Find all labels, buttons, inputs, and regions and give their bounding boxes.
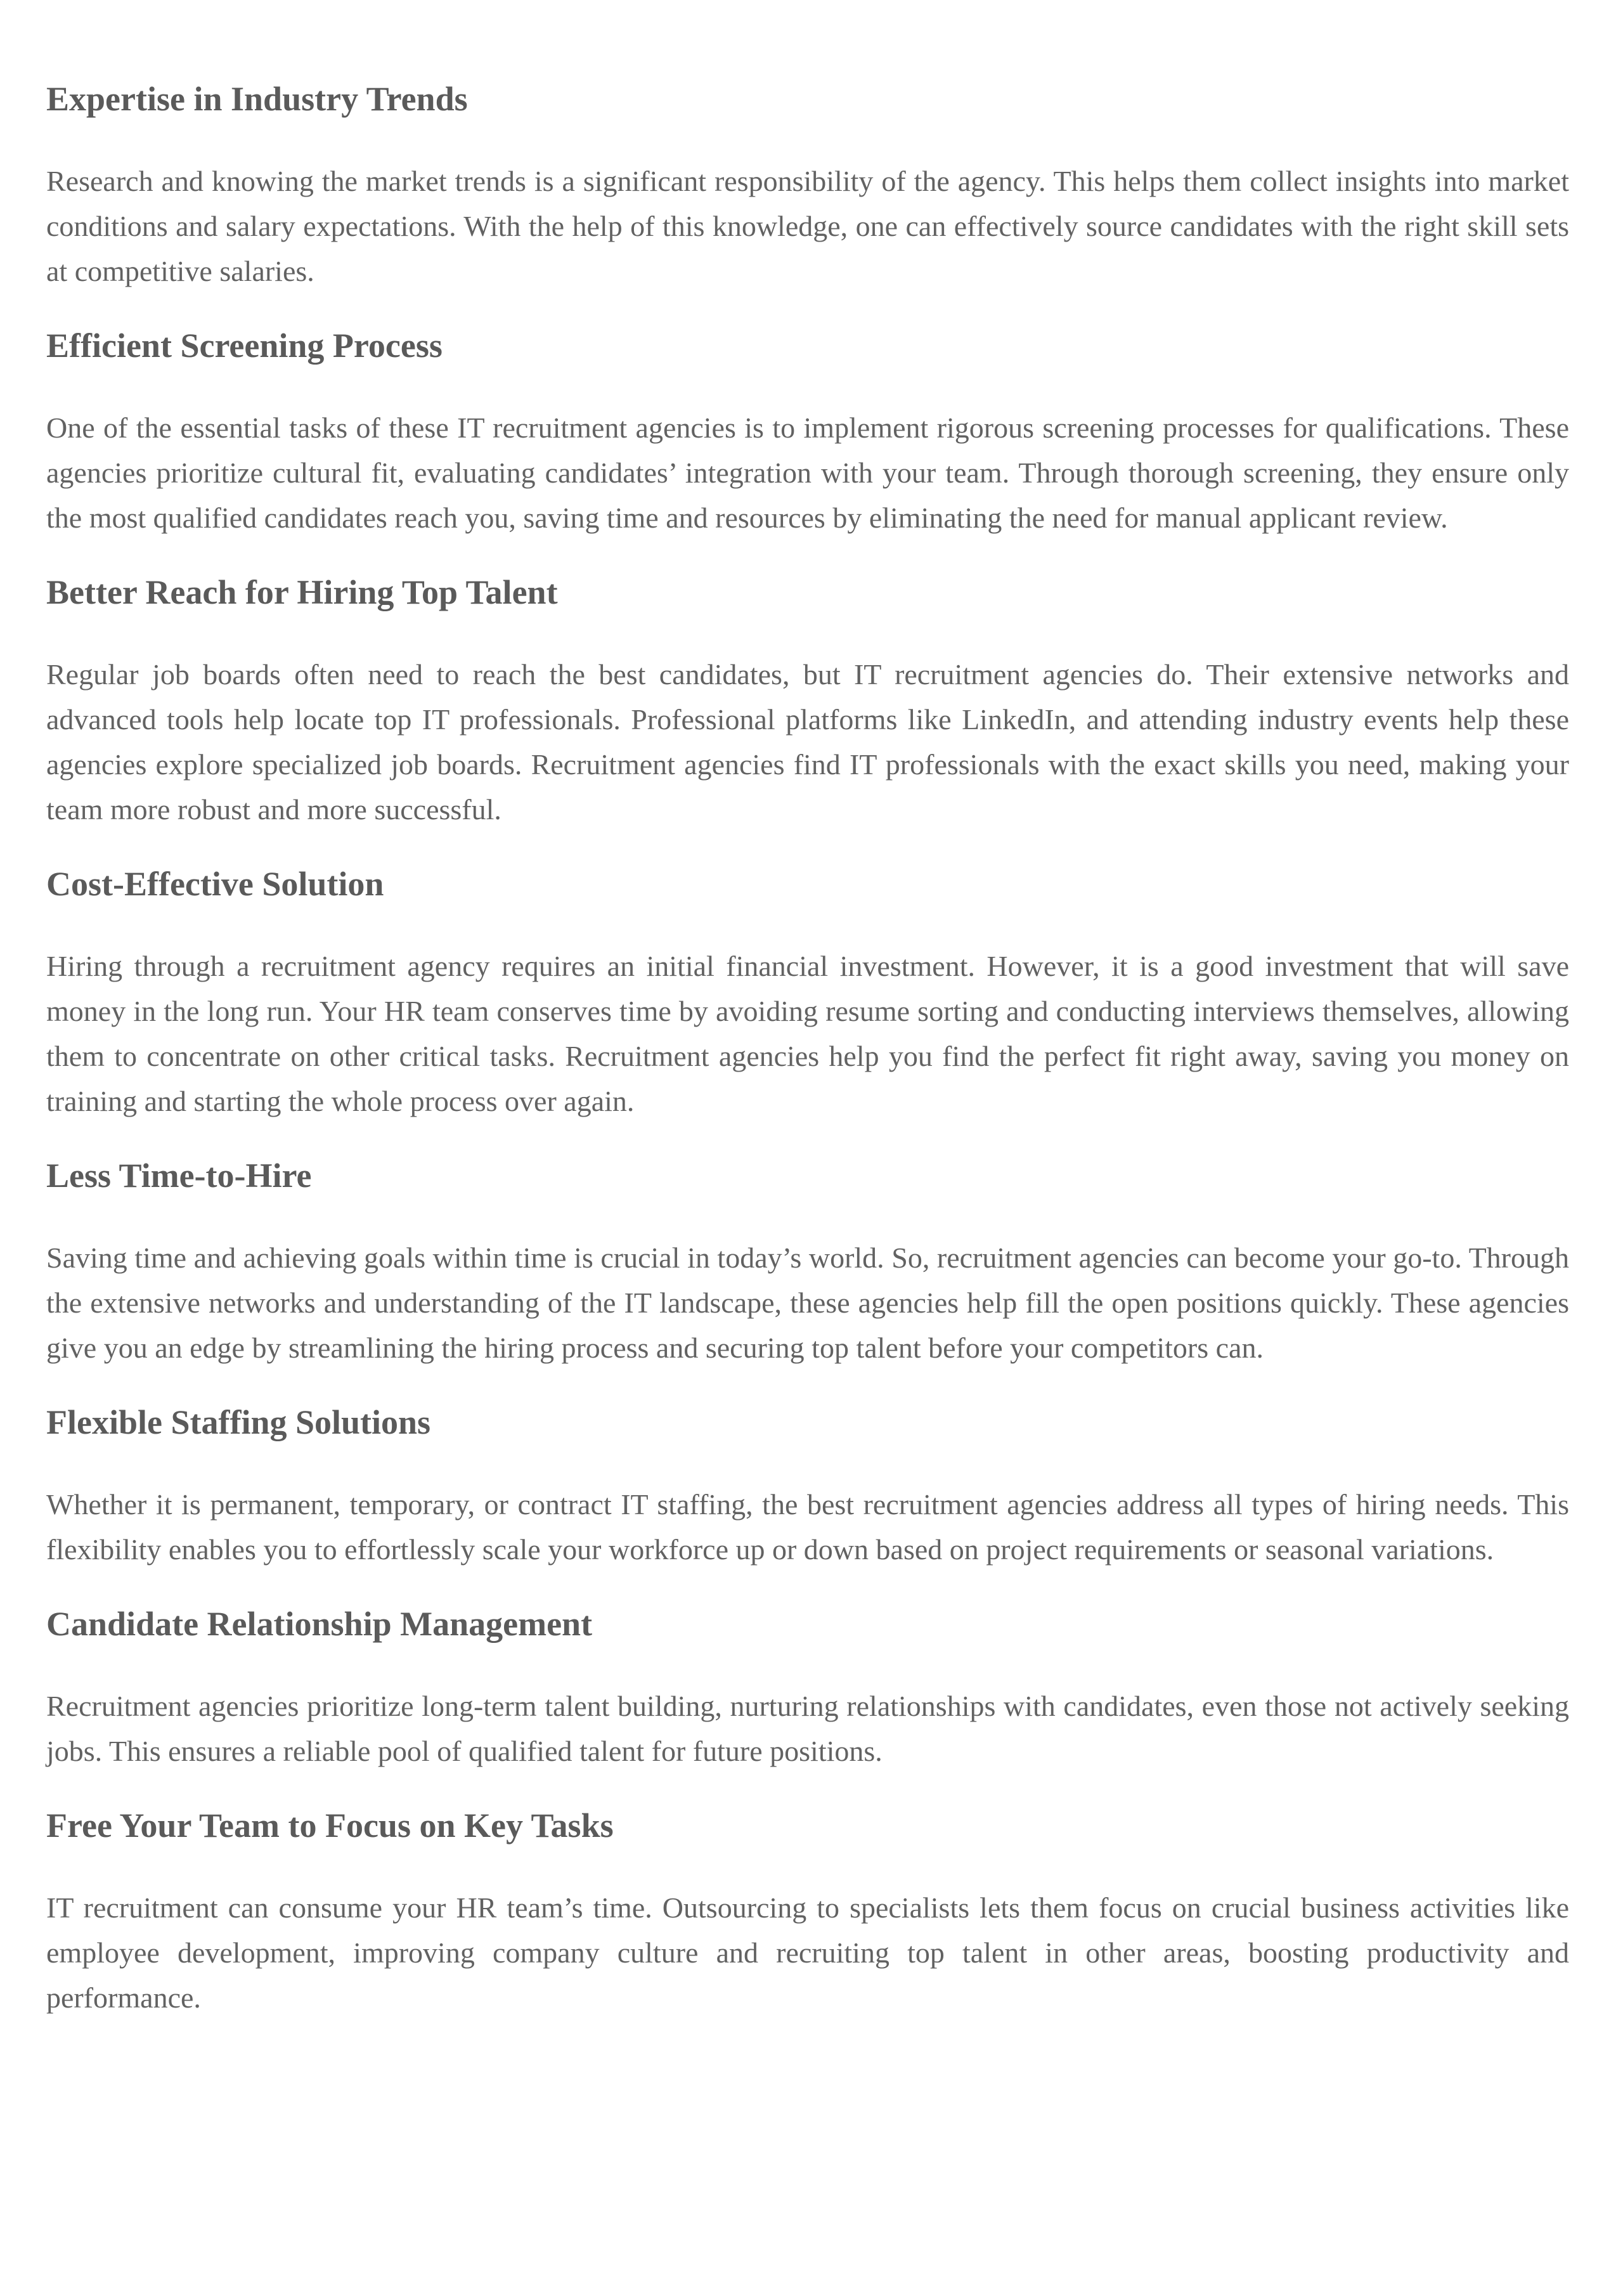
paragraph-cost-effective-solution: Hiring through a recruitment agency requires an initial financial investment. However, it is a good investment that will save money in the long run. Your HR team conserves time by avoiding resume sorting and conducting interviews themselves, allowing them to concentrate on other critical tasks. Recruitment agencies help you find the perfect fit right away, saving you money on training and starting the whole process over again. xyxy=(46,950,1569,1117)
paragraph-less-time-to-hire: Saving time and achieving goals within time is crucial in today’s world. So, recruitment agencies can become your go-to. Through the extensive networks and understanding of the IT landscape, these agencies help fill the open positions quickly. These agencies give you an edge by streamlining the hiring process and securing top talent before your competitors can. xyxy=(46,1242,1569,1364)
heading-free-your-team: Free Your Team to Focus on Key Tasks xyxy=(46,1806,614,1845)
heading-efficient-screening-process: Efficient Screening Process xyxy=(46,327,443,365)
paragraph-better-reach: Regular job boards often need to reach the best candidates, but IT recruitment agencies do. Their extensive networks and advanced tools help locate top IT professionals. Professional platforms like LinkedIn, and attending industry events help these agencies explore specialized job boards. Recruitment agencies find IT professionals with the exact skills you need, making your team more robust and more successful. xyxy=(46,658,1569,826)
heading-expertise-in-industry-trends: Expertise in Industry Trends xyxy=(46,80,468,118)
heading-cost-effective-solution: Cost-Effective Solution xyxy=(46,865,384,903)
heading-less-time-to-hire: Less Time-to-Hire xyxy=(46,1157,312,1195)
document-page xyxy=(46,76,1569,2020)
heading-better-reach: Better Reach for Hiring Top Talent xyxy=(46,573,558,611)
heading-flexible-staffing-solutions: Flexible Staffing Solutions xyxy=(46,1403,431,1441)
heading-candidate-relationship-management: Candidate Relationship Management xyxy=(46,1605,593,1643)
paragraph-free-your-team: IT recruitment can consume your HR team’s time. Outsourcing to specialists lets them focus on crucial business activities like employee development, improving company culture and recruiting top talent in other areas, boosting productivity and performance. xyxy=(46,1891,1569,2014)
paragraph-flexible-staffing-solutions: Whether it is permanent, temporary, or contract IT staffing, the best recruitment agencies address all types of hiring needs. This flexibility enables you to effortlessly scale your workforce up or down based on project requirements or seasonal variations. xyxy=(46,1488,1569,1566)
paragraph-expertise-in-industry-trends: Research and knowing the market trends is a significant responsibility of the agency. This helps them collect insights into market conditions and salary expectations. With the help of this knowledge, one can effectively source candidates with the right skill sets at competitive salaries. xyxy=(46,165,1569,287)
paragraph-efficient-screening-process: One of the essential tasks of these IT recruitment agencies is to implement rigorous screening processes for qualifications. These agencies prioritize cultural fit, evaluating candidates’ integration with your team. Through thorough screening, they ensure only the most qualified candidates reach you, saving time and resources by eliminating the need for manual applicant review. xyxy=(46,412,1569,534)
paragraph-candidate-relationship-management: Recruitment agencies prioritize long-term talent building, nurturing relationships with candidates, even those not actively seeking jobs. This ensures a reliable pool of qualified talent for future positions. xyxy=(46,1690,1569,1767)
